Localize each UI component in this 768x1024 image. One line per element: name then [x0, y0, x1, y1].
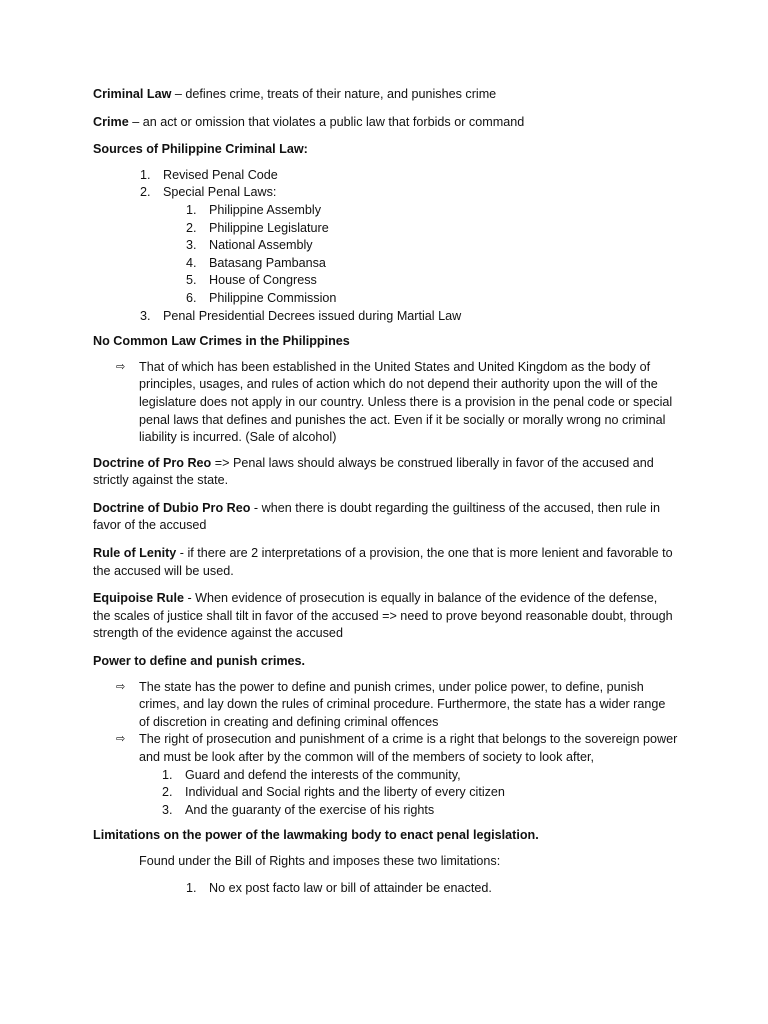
list-number: 3.	[162, 802, 173, 817]
sources-heading: Sources of Philippine Criminal Law:	[93, 142, 308, 157]
doctrine-text: - When evidence of prosecution is equally in balance of the evidence of the defense, the scales of justice shall tilt in favor of the accused => need to prove beyond reasonable doubt, through strength of the evidence against the accused	[93, 591, 673, 641]
list-item-text: Revised Penal Code	[163, 167, 278, 182]
criminal-law-term: Criminal Law	[93, 87, 172, 101]
power-heading: Power to define and punish crimes.	[93, 654, 306, 669]
list-number: 6.	[186, 290, 197, 305]
doctrine-text: - when there is doubt regarding the guiltiness of the accused, then rule in favor of the accused	[93, 500, 660, 533]
list-item-text: House of Congress	[209, 273, 317, 288]
list-item	[163, 202, 678, 220]
arrow-bullet-icon: ⇨	[116, 360, 126, 373]
doctrine-term: Rule of Lenity	[93, 546, 177, 561]
list-item	[139, 784, 678, 802]
list-item	[93, 184, 678, 307]
list-item	[163, 237, 678, 255]
sources-list	[93, 167, 678, 325]
list-item	[163, 290, 678, 308]
list-number: 3.	[140, 308, 151, 323]
doctrine-text: - if there are 2 interpretations of a provision, the one that is more lenient and favorable to the accused will be used.	[93, 546, 673, 578]
list-number: 1.	[186, 202, 197, 217]
list-item	[139, 802, 678, 820]
list-number: 1.	[162, 767, 173, 782]
crime-term: Crime	[93, 114, 129, 129]
common-law-bullets	[93, 359, 678, 447]
list-item	[93, 880, 678, 898]
doctrine-dubio-pro-reo	[93, 500, 678, 535]
equipoise-rule	[93, 590, 678, 643]
power-bullets	[93, 679, 678, 820]
list-item-text: Penal Presidential Decrees issued during Martial Law	[163, 308, 462, 323]
list-number: 1.	[140, 167, 151, 182]
arrow-bullet-icon: ⇨	[116, 733, 126, 746]
list-item	[163, 220, 678, 238]
list-item-text: National Assembly	[209, 238, 313, 253]
list-item-text: And the guaranty of the exercise of his rights	[185, 802, 435, 817]
list-item-text: The state has the power to define and punish crimes, under police power, to define, punish crimes, and lay down the rules of criminal procedure. Furthermore, the state has a wider range of discretion in creating and defining criminal offences	[139, 679, 666, 729]
criminal-law-definition	[93, 86, 678, 104]
doctrine-text: => Penal laws should always be construed liberally in favor of the accused and strictly against the state.	[93, 455, 654, 488]
doctrine-term: Equipoise Rule	[93, 591, 184, 606]
limitations-heading: Limitations on the power of the lawmaking body to enact penal legislation.	[93, 828, 539, 843]
list-item	[163, 272, 678, 290]
list-item	[93, 731, 678, 819]
list-number: 2.	[140, 185, 151, 200]
list-number: 2.	[186, 220, 197, 235]
list-item-text: No ex post facto law or bill of attainder be enacted.	[209, 880, 492, 895]
list-number: 3.	[186, 238, 197, 253]
list-item-text: Philippine Assembly	[209, 202, 322, 217]
criminal-law-text: – defines crime, treats of their nature, and punishes crime	[171, 87, 497, 101]
document-page	[93, 86, 678, 897]
list-item-text: Philippine Legislature	[209, 220, 329, 235]
list-number: 4.	[186, 255, 197, 270]
list-item	[93, 679, 678, 732]
list-item-text: That of which has been established in the United States and United Kingdom as the body of principles, usages, and rules of action which do not depend their authority upon the will of the legislature does not apply in our country. Unless there is a provision in the penal code or special penal laws that defines and punishes the act. Even if it be socially or morally wrong no criminal liability is incurred. (Sale of alcohol)	[139, 359, 673, 445]
crime-definition	[93, 114, 678, 132]
rule-of-lenity	[93, 545, 678, 580]
list-item-text: Guard and defend the interests of the community,	[185, 767, 461, 782]
doctrine-term: Doctrine of Dubio Pro Reo	[93, 500, 251, 515]
list-item	[93, 167, 678, 185]
list-item	[93, 308, 678, 326]
doctrine-pro-reo	[93, 455, 678, 490]
list-number: 1.	[186, 880, 197, 895]
doctrine-term: Doctrine of Pro Reo	[93, 455, 212, 470]
limitations-list	[93, 880, 678, 898]
list-item-text: Special Penal Laws:	[163, 185, 277, 200]
limitations-intro: Found under the Bill of Rights and imposes these two limitations:	[139, 853, 501, 868]
list-item	[163, 255, 678, 273]
list-number: 2.	[162, 785, 173, 800]
list-item-text: Batasang Pambansa	[209, 255, 326, 270]
crime-text: – an act or omission that violates a public law that forbids or command	[128, 114, 525, 129]
special-penal-laws-list	[163, 202, 678, 308]
list-item	[139, 767, 678, 785]
sovereign-power-list	[139, 767, 678, 820]
arrow-bullet-icon: ⇨	[116, 680, 126, 693]
list-item-text: The right of prosecution and punishment of a crime is a right that belongs to the sovereign power and must be look after by the common will of the members of society to look after,	[139, 732, 678, 764]
list-item	[93, 359, 678, 447]
list-number: 5.	[186, 273, 197, 288]
list-item-text: Individual and Social rights and the liberty of every citizen	[185, 785, 505, 800]
common-law-heading: No Common Law Crimes in the Philippines	[93, 334, 350, 349]
list-item-text: Philippine Commission	[209, 290, 337, 305]
